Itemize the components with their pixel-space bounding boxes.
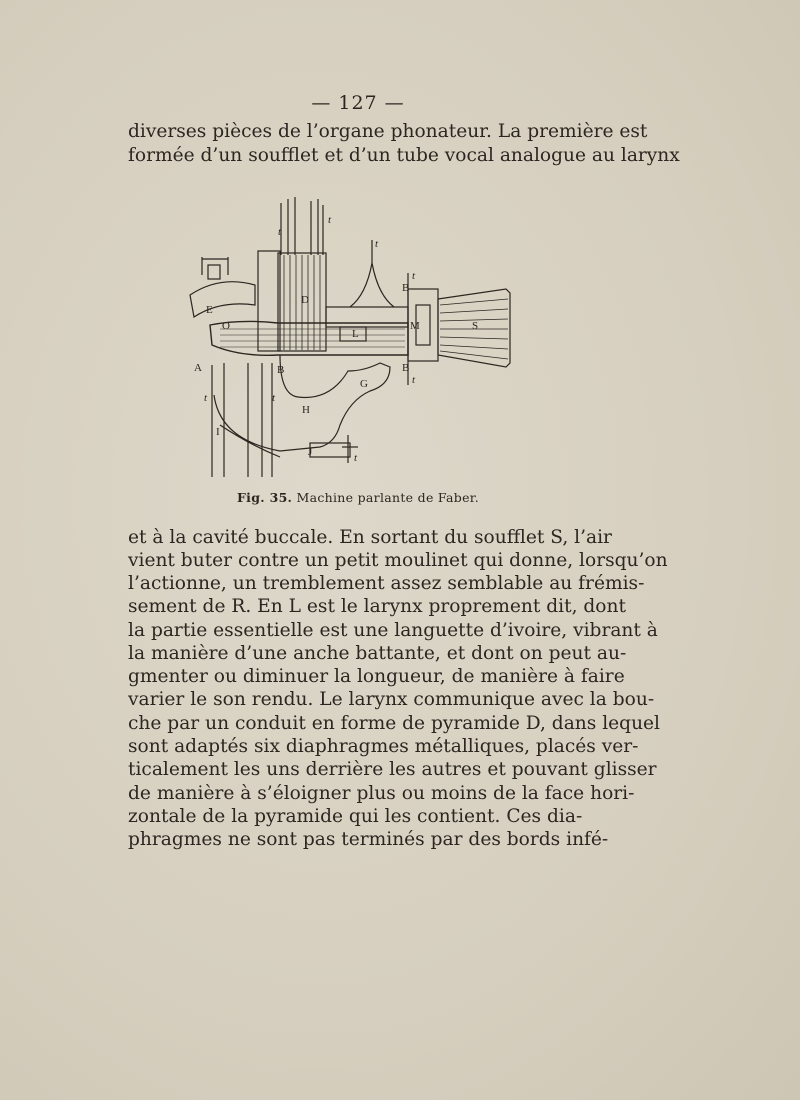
figure-label: t bbox=[204, 392, 208, 404]
figure-caption bbox=[0, 490, 716, 505]
figure-label: S bbox=[472, 320, 479, 332]
figure-label: O bbox=[222, 320, 230, 332]
text-line: zontale de la pyramide qui les contient. Ces dia- bbox=[128, 806, 583, 827]
figure-label: t bbox=[328, 214, 332, 226]
figure-label: D bbox=[301, 294, 309, 306]
text-line: ticalement les uns derrière les autres et pouvant glisser bbox=[128, 759, 657, 780]
text-line: varier le son rendu. Le larynx communique avec la bou- bbox=[128, 689, 655, 710]
text-line: gmenter ou diminuer la longueur, de manière à faire bbox=[128, 666, 625, 687]
figure-label: J bbox=[308, 446, 313, 458]
figure-label: B bbox=[277, 364, 285, 376]
text-line: phragmes ne sont pas terminés par des bords infé- bbox=[128, 829, 609, 850]
figure-label: B bbox=[402, 282, 410, 294]
figure-label: t bbox=[278, 226, 282, 238]
figure-label: E bbox=[206, 304, 213, 316]
text-line: diverses pièces de l’organe phonateur. La première est bbox=[128, 121, 648, 142]
text-line: che par un conduit en forme de pyramide D, dans lequel bbox=[128, 713, 660, 734]
figure-label: B bbox=[402, 362, 410, 374]
figure-machine-illustration bbox=[180, 195, 520, 485]
figure-label: t bbox=[272, 392, 276, 404]
text-line: formée d’un soufflet et d’un tube vocal analogue au larynx bbox=[128, 145, 680, 166]
figure-label: L bbox=[352, 328, 359, 340]
page-number: — 127 — bbox=[311, 92, 405, 114]
figure-number: Fig. 35. bbox=[237, 490, 293, 505]
text-line: l’actionne, un tremblement assez semblable au frémis- bbox=[128, 573, 645, 594]
text-line: de manière à s’éloigner plus ou moins de la face hori- bbox=[128, 783, 635, 804]
figure-label: M bbox=[410, 320, 420, 332]
figure-label: G bbox=[360, 378, 368, 390]
text-line: sont adaptés six diaphragmes métalliques, placés ver- bbox=[128, 736, 639, 757]
figure-label: I bbox=[216, 426, 220, 438]
text-line: sement de R. En L est le larynx proprement dit, dont bbox=[128, 596, 626, 617]
machine-engraving bbox=[180, 195, 520, 485]
figure-label: t bbox=[375, 238, 379, 250]
text-line: la partie essentielle est une languette d’ivoire, vibrant à bbox=[128, 620, 658, 641]
figure-label: H bbox=[302, 404, 310, 416]
figure-label: t bbox=[412, 374, 416, 386]
figure-label: t bbox=[354, 452, 358, 464]
text-line: la manière d’une anche battante, et dont on peut au- bbox=[128, 643, 627, 664]
figure-label: A bbox=[194, 362, 202, 374]
figure-caption-text: Machine parlante de Faber. bbox=[296, 490, 479, 505]
figure-label: t bbox=[412, 270, 416, 282]
text-line: vient buter contre un petit moulinet qui donne, lorsqu’on bbox=[128, 550, 668, 571]
text-line: et à la cavité buccale. En sortant du soufflet S, l’air bbox=[128, 527, 612, 548]
